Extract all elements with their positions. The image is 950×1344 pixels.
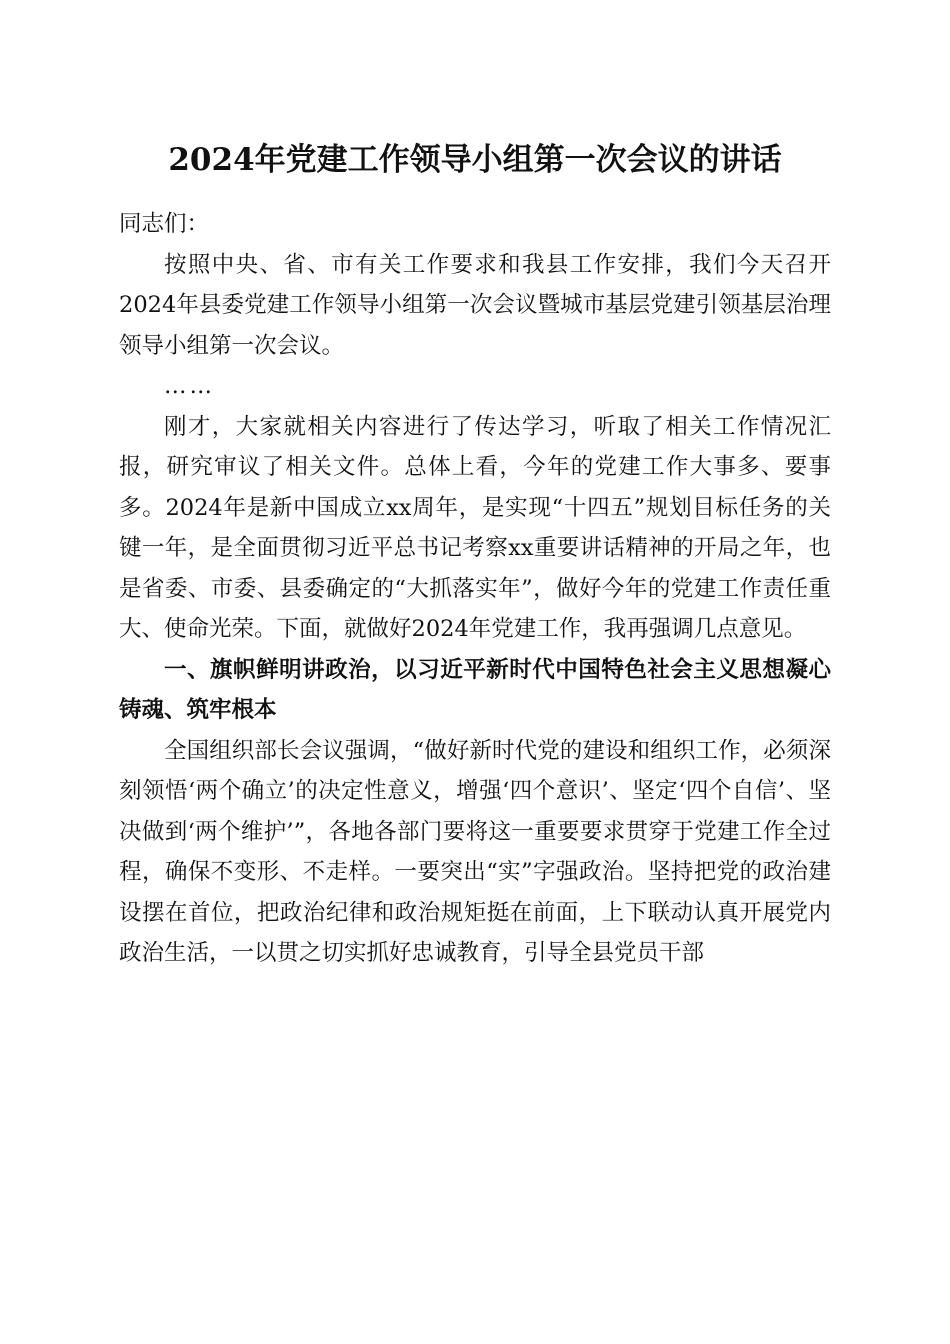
section-heading: 一、旗帜鲜明讲政治，以习近平新时代中国特色社会主义思想凝心铸魂、筑牢根本	[119, 656, 831, 723]
paragraph-summary: 刚才，大家就相关内容进行了传达学习，听取了相关工作情况汇报，研究审议了相关文件。总体上看，今年的党建工作大事多、要事多。2024年是新中国成立xx周年，是实现“十四五”规划目标任务的关键一年，是全面贯彻习近平总书记考察xx重要讲话精神的开局之年，也是省委、市委、县委确定的“大抓落实年”，做好今年的党建工作责任重大、使命光荣。下面，就做好2024年党建工作，我再强调几点意见。	[119, 413, 831, 642]
salutation: 同志们：	[119, 211, 210, 237]
paragraph-intro: 按照中央、省、市有关工作要求和我县工作安排，我们今天召开2024年县委党建工作领导小组第一次会议暨城市基层党建引领基层治理领导小组第一次会议。	[119, 251, 831, 359]
section-paragraph: 全国组织部长会议强调，“做好新时代党的建设和组织工作，必须深刻领悟‘两个确立’的决定性意义，增强‘四个意识’、坚定‘四个自信’、坚决做到‘两个维护’”，各地各部门要将这一重要要求贯穿于党建工作全过程，确保不变形、不走样。一要突出“实”字强政治。坚持把党的政治建设摆在首位，把政治纪律和政治规矩挺在前面，上下联动认真开展党内政治生活，一以贯之切实抓好忠诚教育，引导全县党员干部	[119, 737, 831, 966]
document-body	[119, 204, 831, 974]
ellipsis-paragraph: ……	[164, 373, 215, 399]
document-title: 2024年党建工作领导小组第一次会议的讲话	[168, 142, 782, 178]
